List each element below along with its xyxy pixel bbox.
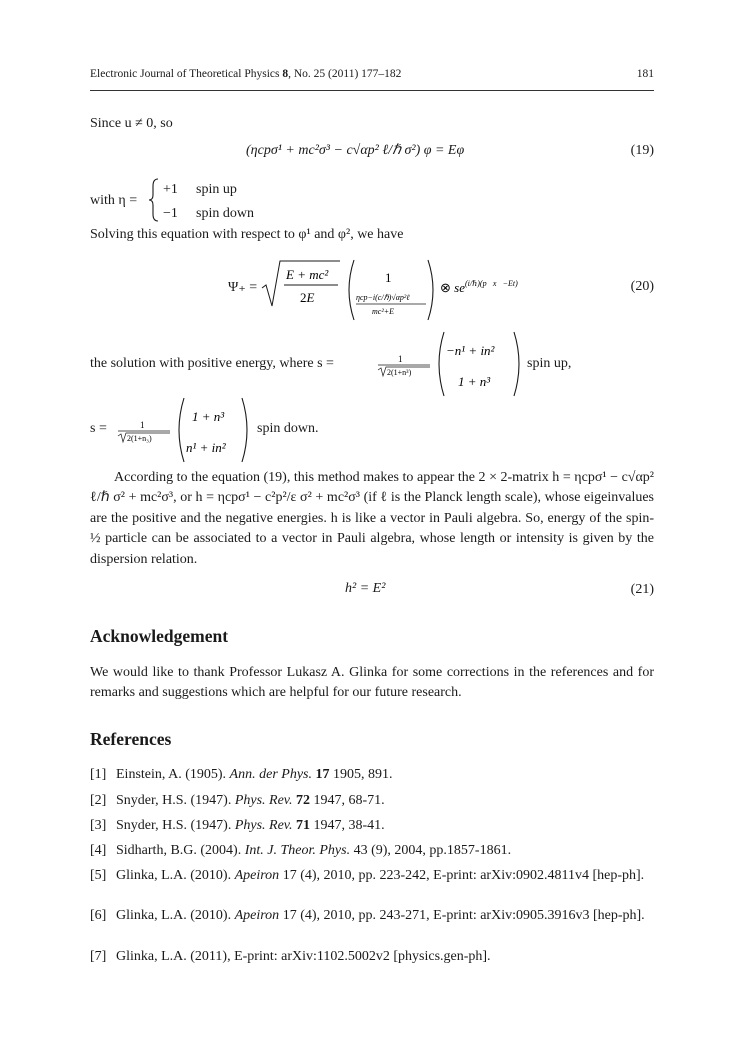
header-journal: Electronic Journal of Theoretical Physics — [90, 68, 280, 80]
reference-number: [5] — [90, 868, 107, 883]
equation-21: h² = E² — [345, 581, 386, 596]
reference-number: [4] — [90, 843, 107, 858]
reference-details: 17 (4), 2010, pp. 223-242, E-print: arXiv:0902.4811v4 [hep-ph]. — [279, 868, 645, 883]
svg-text:−n¹ + in²: −n¹ + in² — [446, 343, 495, 358]
reference-author: Sidharth, B.G. (2004). — [116, 843, 245, 858]
spin-up-suffix: spin up, — [527, 356, 572, 371]
svg-text:1: 1 — [385, 270, 392, 285]
svg-text:2(1+n³): 2(1+n³) — [387, 368, 412, 377]
reference-author: Glinka, L.A. (2011), E-print: arXiv:1102.5002v2 [physics.gen-ph]. — [116, 949, 491, 964]
reference-journal: Int. J. Theor. Phys. — [244, 843, 351, 858]
svg-text:1 + n³: 1 + n³ — [458, 374, 491, 389]
spin-down-label: spin down — [196, 206, 254, 221]
spin-up-vector-graphic — [374, 330, 534, 400]
brace-icon — [149, 178, 159, 222]
reference-item — [90, 765, 654, 784]
reference-number: [3] — [90, 818, 107, 833]
svg-text:n¹ + in²: n¹ + in² — [186, 440, 226, 455]
equation-19 — [246, 142, 464, 159]
reference-journal: Apeiron — [234, 868, 280, 883]
spin-down-vector-graphic — [114, 396, 254, 466]
reference-number: [1] — [90, 767, 107, 782]
reference-author: Glinka, L.A. (2010). — [116, 908, 235, 923]
reference-volume: 17 — [311, 767, 330, 782]
spin-down-value: −1 — [163, 206, 178, 221]
header-volume: 8 — [282, 68, 289, 80]
page-number: 181 — [636, 68, 654, 80]
equation-19-number: (19) — [630, 143, 654, 158]
reference-number: [6] — [90, 908, 107, 923]
body-paragraph: According to the equation (19), this method makes to appear the 2 × 2-matrix h = ηcpσ¹ − c√αp² ℓ/ℏ σ² + mc²σ³, or h = ηcpσ¹ − c²p²/ε σ² + mc²σ³ (if ℓ is the Planck length scale), whose eigeinvalues are the positive and the negative energies. h is like a vector in Pauli algebra. So, energy of the spin-½ particle can be associated to a vector in Pauli algebra, whose length or intensity is given by the dispersion relation. — [90, 470, 654, 567]
svg-text:2E: 2E — [300, 290, 315, 305]
reference-number: [2] — [90, 793, 107, 808]
svg-text:1 + n³: 1 + n³ — [192, 409, 225, 424]
reference-details: 17 (4), 2010, pp. 243-271, E-print: arXiv:0905.3916v3 [hep-ph]. — [279, 908, 645, 923]
spin-up-value: +1 — [163, 182, 178, 197]
equation-21-number: (21) — [630, 582, 654, 597]
equation-20-number: (20) — [630, 279, 654, 294]
acknowledgement-text: We would like to thank Professor Lukasz A. Glinka for some corrections in the references and for remarks and suggestions which are helpful for our future research. — [90, 665, 654, 701]
reference-author: Snyder, H.S. (1947). — [116, 793, 235, 808]
svg-text:mc²+E: mc²+E — [372, 307, 395, 316]
solving-line: Solving this equation with respect to φ¹ and φ², we have — [90, 227, 404, 242]
reference-details: 1947, 68-71. — [309, 793, 385, 808]
references-heading: References — [90, 729, 172, 749]
reference-journal: Ann. der Phys. — [229, 767, 312, 782]
equation-20-lhs: Ψ₊ = — [228, 280, 258, 295]
reference-details: 43 (9), 2004, pp.1857-1861. — [350, 843, 512, 858]
spin-up-label: spin up — [196, 182, 237, 197]
reference-details: 1905, 891. — [329, 767, 393, 782]
acknowledgement-heading: Acknowledgement — [90, 626, 229, 646]
s-equals: s = — [90, 421, 107, 436]
with-eta-label: with η = — [90, 193, 138, 208]
svg-text:E + mc²: E + mc² — [286, 267, 329, 282]
since-line: Since u ≠ 0, so — [90, 116, 173, 131]
svg-text:1: 1 — [140, 420, 145, 430]
reference-author: Glinka, L.A. (2010). — [116, 868, 235, 883]
header-issue: , No. 25 (2011) 177–182 — [288, 68, 402, 80]
header-rule — [90, 90, 654, 91]
reference-journal: Phys. Rev. — [234, 818, 293, 833]
reference-journal: Phys. Rev. — [234, 793, 293, 808]
svg-text:⊗ se(i/ℏ)(p⃗x⃗−Et): ⊗ $se^{(i/\hbar)(p⃗x⃗-Et)}$ — [440, 279, 518, 295]
reference-author: Einstein, A. (1905). — [116, 767, 230, 782]
header-citation — [90, 68, 401, 80]
equation-20-graphic — [260, 258, 680, 328]
svg-text:1: 1 — [398, 354, 403, 364]
solution-line: the solution with positive energy, where s = — [90, 356, 334, 371]
reference-volume: 72 — [292, 793, 310, 808]
reference-item — [90, 791, 654, 810]
reference-author: Snyder, H.S. (1947). — [116, 818, 235, 833]
equation-19-text: (ηcpσ¹ + mc²σ³ − c√αp² ℓ/ℏ σ²) φ = Eφ — [246, 143, 465, 158]
reference-item — [90, 816, 654, 835]
reference-journal: Apeiron — [234, 908, 280, 923]
svg-text:2(1+n₃): 2(1+n₃) — [127, 434, 152, 443]
reference-details: 1947, 38-41. — [309, 818, 385, 833]
spin-down-suffix: spin down. — [257, 421, 319, 436]
reference-item — [90, 947, 654, 966]
reference-item — [90, 841, 654, 860]
svg-text:ηcp−i(c/ℏ)√αp²ℓ: ηcp−i(c/ℏ)√αp²ℓ — [356, 293, 410, 302]
reference-item — [90, 866, 654, 885]
reference-item — [90, 906, 654, 925]
reference-number: [7] — [90, 949, 107, 964]
reference-volume: 71 — [292, 818, 310, 833]
